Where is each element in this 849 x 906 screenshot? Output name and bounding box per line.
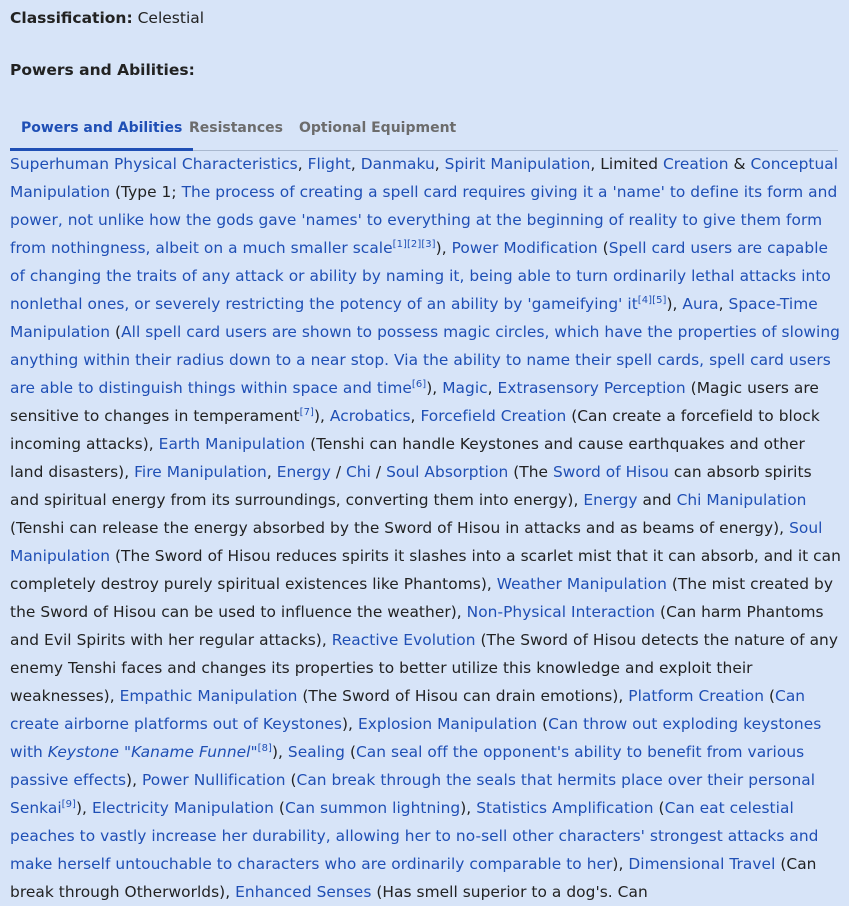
ref-6[interactable]: [6] — [411, 378, 427, 390]
link-spirit-manipulation[interactable]: Spirit Manipulation — [444, 155, 591, 173]
text-and: and — [637, 491, 677, 509]
text-release-energy: (Tenshi can release the energy absorbed by the Sword of Hisou in attacks and as beams of energy), — [10, 519, 790, 537]
classification-value: Celestial — [137, 9, 205, 27]
text-type1: (Type 1; — [110, 183, 182, 201]
text-exploding-keystones: Can throw out exploding keystones with — [10, 715, 822, 761]
ref-3[interactable]: [3] — [421, 238, 436, 250]
link-conceptual-manipulation[interactable]: Conceptual Manipulation — [10, 155, 839, 201]
text-sep: , — [350, 155, 361, 173]
link-non-physical-interaction[interactable]: Non-Physical Interaction — [466, 603, 656, 621]
text-scarlet-mist: (The Sword of Hisou reduces spirits it slashes into a scarlet mist that it can absorb, and it can completely destroy purely spiritual existences like Phantoms), — [10, 547, 841, 593]
text-sep: ), — [75, 799, 92, 817]
text-sep: , — [266, 463, 277, 481]
text-phantoms: (Can harm Phantoms and Evil Spirits with her regular attacks), — [10, 603, 824, 649]
text-sep: ), — [271, 743, 288, 761]
text-sep: ), — [666, 295, 683, 313]
link-spell-card-gameify[interactable]: Spell card users are capable of changing the traits of any attack or ability by naming it, being able to turn ordinarily lethal attacks into nonlethal ones, or severely restricting the potency of an ability by 'gameifying' it — [10, 239, 831, 313]
link-soul-manipulation[interactable]: Soul Manipulation — [10, 519, 823, 565]
link-platform-creation[interactable]: Platform Creation — [628, 687, 765, 705]
text-drain-emotions: (The Sword of Hisou can drain emotions), — [297, 687, 629, 705]
ref-9[interactable]: [9] — [61, 798, 76, 810]
ref-8[interactable]: [8] — [257, 742, 272, 754]
section-heading: Powers and Abilities: — [10, 61, 195, 79]
link-energy-2[interactable]: Energy — [583, 491, 638, 509]
text-absorb-spirits: can absorb spirits and spiritual energy from its surroundings, converting them into energy), — [10, 463, 812, 509]
link-enhanced-senses[interactable]: Enhanced Senses — [235, 883, 372, 901]
text-sep: ), — [341, 715, 358, 733]
tab-resistances[interactable]: Resistances — [189, 120, 283, 136]
powers-text — [10, 150, 842, 906]
text-paren: ( — [273, 799, 285, 817]
link-fire-manipulation[interactable]: Fire Manipulation — [134, 463, 267, 481]
text-slash: / — [330, 463, 347, 481]
link-seal-passive-effects[interactable]: Can seal off the opponent's ability to benefit from various passive effects — [10, 743, 805, 789]
link-statistics-amplification[interactable]: Statistics Amplification — [476, 799, 654, 817]
text-paren: ( — [110, 323, 122, 341]
text-paren: ( — [537, 715, 549, 733]
tab-optional-equipment[interactable]: Optional Equipment — [299, 120, 457, 136]
text-sep: ), — [612, 855, 629, 873]
text-sep: , — [410, 407, 421, 425]
link-celestial-peaches[interactable]: Can eat celestial peaches to vastly increase her durability, allowing her to no-sell other characters' strongest attacks and make herself untouchable to characters who are ordinarily comparable to her — [10, 799, 819, 873]
link-sword-of-hisou[interactable]: Sword of Hisou — [552, 463, 669, 481]
text-ampersand: & — [728, 155, 751, 173]
text-the: (The — [508, 463, 553, 481]
text-sep: , — [487, 379, 498, 397]
text-limited: , Limited — [590, 155, 663, 173]
ref-4[interactable]: [4] — [637, 294, 653, 306]
link-power-nullification[interactable]: Power Nullification — [141, 771, 286, 789]
tab-bar — [10, 110, 838, 151]
text-paren: ( — [597, 239, 609, 257]
link-empathic-manipulation[interactable]: Empathic Manipulation — [119, 687, 298, 705]
ref-5[interactable]: [5] — [652, 294, 667, 306]
link-sealing[interactable]: Sealing — [287, 743, 346, 761]
link-flight[interactable]: Flight — [307, 155, 351, 173]
link-electricity-manipulation[interactable]: Electricity Manipulation — [91, 799, 274, 817]
text-weather: (The mist created by the Sword of Hisou can be used to influence the weather), — [10, 575, 834, 621]
link-chi-manipulation[interactable]: Chi Manipulation — [676, 491, 807, 509]
link-danmaku[interactable]: Danmaku — [360, 155, 435, 173]
link-spell-card-naming[interactable]: The process of creating a spell card requires giving it a 'name' to define its form and power, not unlike how the gods gave 'names' to everything at the beginning of reality to give them form from nothingness, albeit on a much smaller scale — [10, 183, 838, 257]
link-forcefield-creation[interactable]: Forcefield Creation — [420, 407, 567, 425]
link-chi[interactable]: Chi — [346, 463, 371, 481]
classification-label: Classification: — [10, 9, 133, 27]
text-sep: , — [434, 155, 445, 173]
link-earth-manipulation[interactable]: Earth Manipulation — [158, 435, 306, 453]
text-keystones: (Tenshi can handle Keystones and cause earthquakes and other land disasters), — [10, 435, 805, 481]
text-paren: ( — [285, 771, 297, 789]
text-sep: ), — [426, 379, 443, 397]
text-sep: ), — [126, 771, 142, 789]
ref-7[interactable]: [7] — [299, 406, 314, 418]
link-airborne-platforms[interactable]: Can create airborne platforms out of Keystones — [10, 687, 806, 733]
ref-1[interactable]: [1] — [392, 238, 407, 250]
text-paren: ( — [345, 743, 357, 761]
classification-line — [10, 8, 204, 28]
text-detects-nature: (The Sword of Hisou detects the nature of any enemy Tenshi faces and changes its properties to better utilize this knowledge and exploit their weaknesses), — [10, 631, 839, 705]
text-temperament: (Magic users are sensitive to changes in temperament — [10, 379, 819, 425]
link-dimensional-travel[interactable]: Dimensional Travel — [628, 855, 776, 873]
link-weather-manipulation[interactable]: Weather Manipulation — [496, 575, 667, 593]
link-power-modification[interactable]: Power Modification — [451, 239, 598, 257]
link-reactive-evolution[interactable]: Reactive Evolution — [331, 631, 476, 649]
link-creation[interactable]: Creation — [663, 155, 729, 173]
text-kaname-funnel: Keystone "Kaname Funnel" — [47, 743, 258, 761]
text-sep: , — [718, 295, 729, 313]
link-magic[interactable]: Magic — [442, 379, 488, 397]
text-sep: ), — [460, 799, 477, 817]
link-summon-lightning[interactable]: Can summon lightning — [284, 799, 461, 817]
link-extrasensory-perception[interactable]: Extrasensory Perception — [497, 379, 686, 397]
tab-powers-and-abilities[interactable]: Powers and Abilities — [10, 110, 193, 151]
text-sep: ), — [435, 239, 452, 257]
link-break-seals[interactable]: Can break through the seals that hermits place over their personal Senkai — [10, 771, 816, 817]
link-superhuman-physical-characteristics[interactable]: Superhuman Physical Characteristics — [10, 155, 298, 173]
text-smell: (Has smell superior to a dog's. Can — [371, 883, 648, 901]
link-explosion-manipulation[interactable]: Explosion Manipulation — [357, 715, 538, 733]
link-aura[interactable]: Aura — [682, 295, 719, 313]
text-otherworlds: (Can break through Otherworlds), — [10, 855, 817, 901]
text-paren: ( — [653, 799, 665, 817]
text-slash: / — [370, 463, 387, 481]
link-acrobatics[interactable]: Acrobatics — [329, 407, 411, 425]
link-soul-absorption[interactable]: Soul Absorption — [386, 463, 509, 481]
text-sep: ), — [313, 407, 330, 425]
link-magic-circles[interactable]: All spell card users are shown to possess magic circles, which have the properties of slowing anything within their radius down to a near stop. Via the ability to name their spell cards, spell card users are able to distinguish things within space and time — [10, 323, 840, 397]
text-sep: , — [297, 155, 308, 173]
text-paren: ( — [764, 687, 776, 705]
ref-2[interactable]: [2] — [406, 238, 422, 250]
text-forcefield: (Can create a forcefield to block incoming attacks), — [10, 407, 820, 453]
link-energy[interactable]: Energy — [276, 463, 331, 481]
link-space-time-manipulation[interactable]: Space-Time Manipulation — [10, 295, 818, 341]
